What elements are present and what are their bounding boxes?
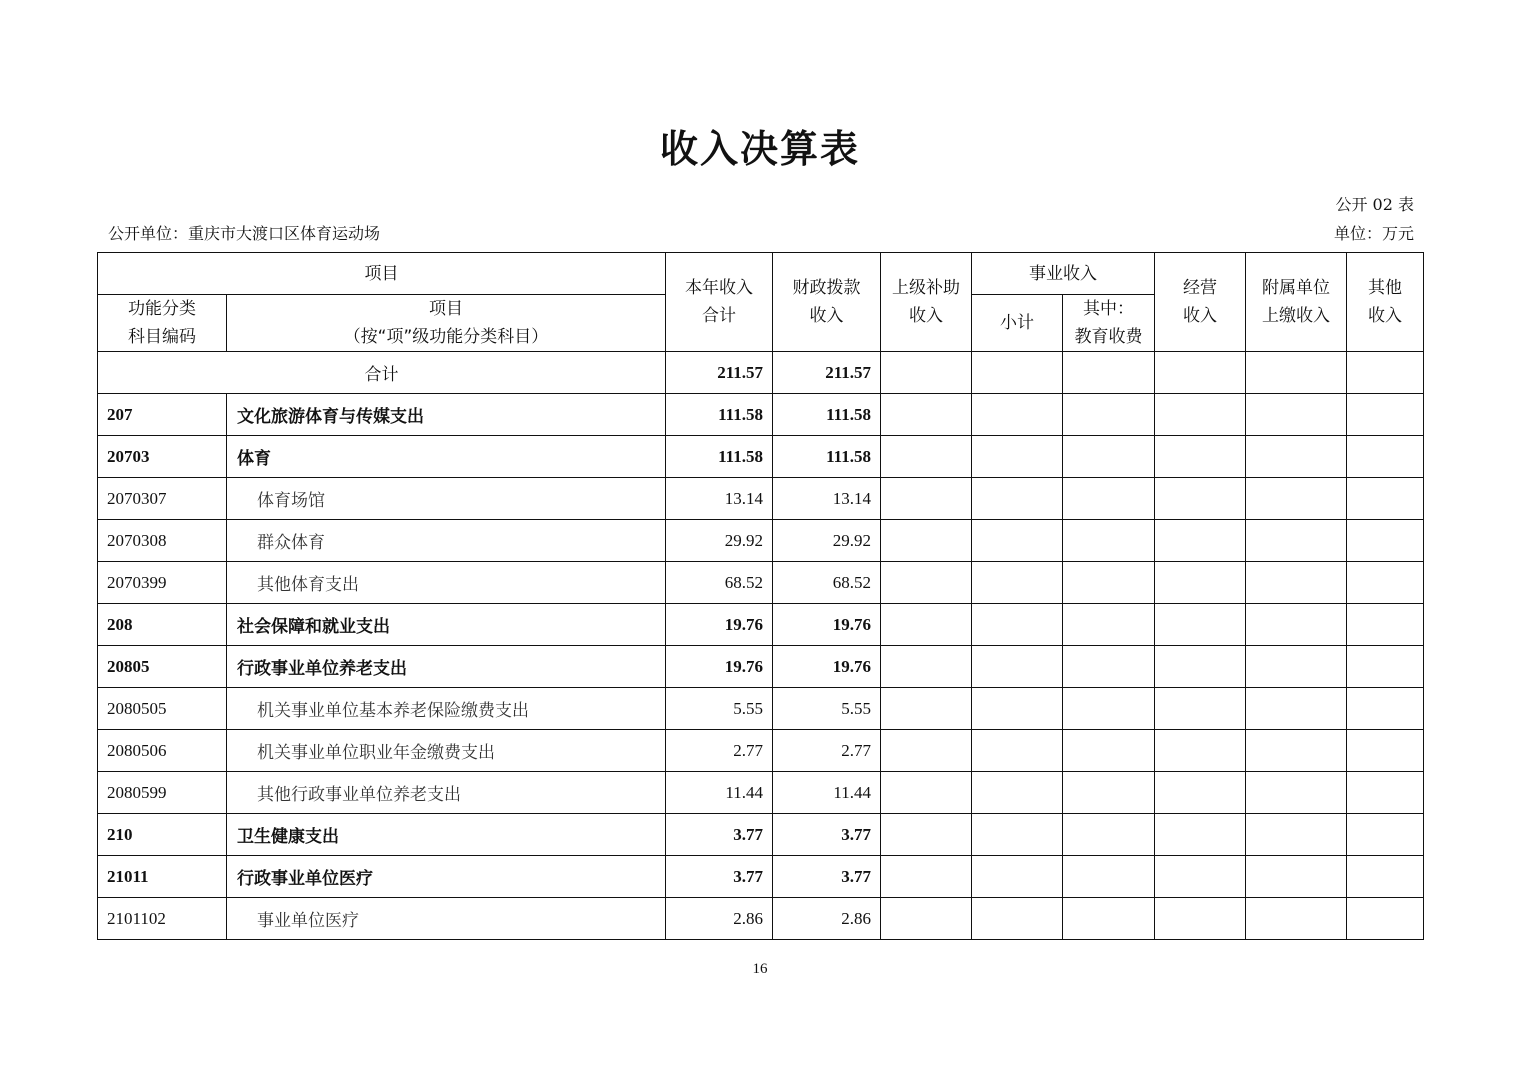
empty-cell <box>881 772 972 814</box>
empty-cell <box>1246 730 1347 772</box>
empty-cell <box>1347 772 1424 814</box>
empty-cell <box>1347 604 1424 646</box>
empty-cell <box>1246 562 1347 604</box>
header-affiliated-line2: 上缴收入 <box>1262 306 1330 326</box>
header-edu <box>1063 295 1155 352</box>
header-other <box>1347 253 1424 352</box>
header-subtotal: 小计 <box>972 295 1063 352</box>
empty-cell <box>1063 898 1155 940</box>
empty-cell <box>972 436 1063 478</box>
table-row <box>98 394 1424 436</box>
empty-cell <box>1246 688 1347 730</box>
row-code: 2080505 <box>98 688 227 730</box>
row-code: 207 <box>98 394 227 436</box>
table-row <box>98 436 1424 478</box>
empty-cell <box>1063 814 1155 856</box>
empty-cell <box>1246 856 1347 898</box>
empty-cell <box>1347 898 1424 940</box>
empty-cell <box>1246 520 1347 562</box>
empty-cell <box>1155 562 1246 604</box>
income-table <box>97 252 1424 940</box>
total-label: 合计 <box>98 352 666 394</box>
empty-cell <box>1063 604 1155 646</box>
header-fiscal-line1: 财政拨款 <box>792 278 861 298</box>
row-fiscal: 2.86 <box>773 898 881 940</box>
empty-cell <box>1246 478 1347 520</box>
row-total: 111.58 <box>666 394 773 436</box>
row-name: 其他体育支出 <box>227 562 666 604</box>
table-row <box>98 772 1424 814</box>
empty-cell <box>881 688 972 730</box>
row-fiscal: 13.14 <box>773 478 881 520</box>
empty-cell <box>972 604 1063 646</box>
empty-cell <box>972 478 1063 520</box>
empty-cell <box>1347 520 1424 562</box>
empty-cell <box>881 898 972 940</box>
row-name: 群众体育 <box>227 520 666 562</box>
empty-cell <box>1155 646 1246 688</box>
empty-cell <box>1063 562 1155 604</box>
empty-cell <box>881 604 972 646</box>
empty-cell <box>1155 352 1246 394</box>
header-fiscal-line2: 收入 <box>809 306 844 326</box>
money-unit: 单位：万元 <box>1333 224 1414 243</box>
header-other-line1: 其他 <box>1368 278 1402 298</box>
empty-cell <box>1347 730 1424 772</box>
row-fiscal: 19.76 <box>773 604 881 646</box>
empty-cell <box>881 394 972 436</box>
header-upper-line1: 上级补助 <box>892 278 960 298</box>
empty-cell <box>881 856 972 898</box>
empty-cell <box>1155 898 1246 940</box>
empty-cell <box>1347 562 1424 604</box>
row-fiscal: 111.58 <box>773 436 881 478</box>
row-name: 机关事业单位职业年金缴费支出 <box>227 730 666 772</box>
empty-cell <box>1246 646 1347 688</box>
row-name: 文化旅游体育与传媒支出 <box>227 394 666 436</box>
empty-cell <box>972 646 1063 688</box>
empty-cell <box>972 562 1063 604</box>
total-fiscal: 211.57 <box>773 352 881 394</box>
empty-cell <box>1246 898 1347 940</box>
empty-cell <box>1063 856 1155 898</box>
page-number: 16 <box>752 961 768 977</box>
empty-cell <box>1246 814 1347 856</box>
empty-cell <box>972 352 1063 394</box>
empty-cell <box>1246 394 1347 436</box>
empty-cell <box>1347 394 1424 436</box>
row-total: 13.14 <box>666 478 773 520</box>
row-fiscal: 3.77 <box>773 856 881 898</box>
data-rows <box>98 394 1424 940</box>
row-name: 体育 <box>227 436 666 478</box>
empty-cell <box>972 856 1063 898</box>
row-name: 行政事业单位医疗 <box>227 856 666 898</box>
header-business-group: 事业收入 <box>972 253 1155 295</box>
row-total: 11.44 <box>666 772 773 814</box>
row-total: 2.86 <box>666 898 773 940</box>
header-total-line1: 本年收入 <box>685 278 753 298</box>
row-name: 其他行政事业单位养老支出 <box>227 772 666 814</box>
table-row <box>98 898 1424 940</box>
empty-cell <box>881 730 972 772</box>
header-affiliated <box>1246 253 1347 352</box>
row-fiscal: 29.92 <box>773 520 881 562</box>
empty-cell <box>881 478 972 520</box>
row-code: 20805 <box>98 646 227 688</box>
empty-cell <box>1347 478 1424 520</box>
empty-cell <box>1347 352 1424 394</box>
row-total: 3.77 <box>666 814 773 856</box>
row-name: 事业单位医疗 <box>227 898 666 940</box>
table-row <box>98 604 1424 646</box>
row-total: 111.58 <box>666 436 773 478</box>
header-code <box>98 295 227 352</box>
empty-cell <box>1063 772 1155 814</box>
table-row <box>98 688 1424 730</box>
empty-cell <box>881 352 972 394</box>
header-item-line1: 项目 <box>429 299 463 319</box>
empty-cell <box>881 520 972 562</box>
empty-cell <box>1063 688 1155 730</box>
header-operating-line1: 经营 <box>1183 278 1217 298</box>
row-code: 2101102 <box>98 898 227 940</box>
row-fiscal: 11.44 <box>773 772 881 814</box>
empty-cell <box>1155 730 1246 772</box>
header-edu-line2: 教育收费 <box>1074 327 1143 347</box>
empty-cell <box>1246 604 1347 646</box>
empty-cell <box>972 772 1063 814</box>
row-code: 2080599 <box>98 772 227 814</box>
header-code-line1: 功能分类 <box>128 299 196 319</box>
row-total: 68.52 <box>666 562 773 604</box>
empty-cell <box>1063 730 1155 772</box>
header-total-line2: 合计 <box>702 306 736 326</box>
empty-cell <box>1347 436 1424 478</box>
row-name: 行政事业单位养老支出 <box>227 646 666 688</box>
empty-cell <box>1347 856 1424 898</box>
table-row <box>98 814 1424 856</box>
empty-cell <box>972 394 1063 436</box>
row-total: 29.92 <box>666 520 773 562</box>
header-affiliated-line1: 附属单位 <box>1262 278 1330 298</box>
row-total: 2.77 <box>666 730 773 772</box>
row-fiscal: 2.77 <box>773 730 881 772</box>
row-code: 2080506 <box>98 730 227 772</box>
empty-cell <box>1155 478 1246 520</box>
table-row <box>98 730 1424 772</box>
empty-cell <box>972 520 1063 562</box>
header-operating-line2: 收入 <box>1183 306 1217 326</box>
empty-cell <box>881 562 972 604</box>
table-number: 公开 02 表 <box>1335 195 1414 214</box>
empty-cell <box>1246 352 1347 394</box>
empty-cell <box>1246 772 1347 814</box>
empty-cell <box>1155 814 1246 856</box>
row-fiscal: 19.76 <box>773 646 881 688</box>
header-fiscal <box>773 253 881 352</box>
empty-cell <box>1063 394 1155 436</box>
empty-cell <box>1063 352 1155 394</box>
header-operating <box>1155 253 1246 352</box>
empty-cell <box>1347 814 1424 856</box>
row-code: 21011 <box>98 856 227 898</box>
empty-cell <box>972 814 1063 856</box>
row-code: 210 <box>98 814 227 856</box>
row-code: 2070307 <box>98 478 227 520</box>
empty-cell <box>1155 394 1246 436</box>
table-row <box>98 478 1424 520</box>
empty-cell <box>881 436 972 478</box>
header-item <box>227 295 666 352</box>
empty-cell <box>972 730 1063 772</box>
row-code: 2070308 <box>98 520 227 562</box>
header-upper-line2: 收入 <box>909 306 943 326</box>
row-total: 19.76 <box>666 646 773 688</box>
row-code: 20703 <box>98 436 227 478</box>
row-total: 5.55 <box>666 688 773 730</box>
header-upper <box>881 253 972 352</box>
empty-cell <box>972 898 1063 940</box>
empty-cell <box>1155 604 1246 646</box>
row-fiscal: 3.77 <box>773 814 881 856</box>
header-item-line2: （按“项”级功能分类科目） <box>343 327 549 347</box>
table-row <box>98 646 1424 688</box>
empty-cell <box>972 688 1063 730</box>
header-code-line2: 科目编码 <box>128 327 196 347</box>
total-amount: 211.57 <box>666 352 773 394</box>
header-row-1 <box>98 253 1424 295</box>
empty-cell <box>1155 688 1246 730</box>
header-total <box>666 253 773 352</box>
row-code: 2070399 <box>98 562 227 604</box>
row-fiscal: 68.52 <box>773 562 881 604</box>
empty-cell <box>881 814 972 856</box>
table-row <box>98 520 1424 562</box>
row-fiscal: 5.55 <box>773 688 881 730</box>
row-name: 机关事业单位基本养老保险缴费支出 <box>227 688 666 730</box>
empty-cell <box>1063 478 1155 520</box>
row-total: 3.77 <box>666 856 773 898</box>
empty-cell <box>1246 436 1347 478</box>
header-edu-line1: 其中： <box>1083 299 1134 319</box>
empty-cell <box>1155 856 1246 898</box>
empty-cell <box>1063 646 1155 688</box>
row-name: 体育场馆 <box>227 478 666 520</box>
header-item-group: 项目 <box>98 253 666 295</box>
empty-cell <box>1155 520 1246 562</box>
table-row <box>98 562 1424 604</box>
row-total: 19.76 <box>666 604 773 646</box>
row-fiscal: 111.58 <box>773 394 881 436</box>
empty-cell <box>1155 436 1246 478</box>
empty-cell <box>1063 436 1155 478</box>
page-title: 收入决算表 <box>659 127 860 171</box>
empty-cell <box>1347 646 1424 688</box>
empty-cell <box>881 646 972 688</box>
empty-cell <box>1155 772 1246 814</box>
reporting-unit: 公开单位：重庆市大渡口区体育运动场 <box>108 224 381 243</box>
table-row <box>98 856 1424 898</box>
row-name: 卫生健康支出 <box>227 814 666 856</box>
empty-cell <box>1063 520 1155 562</box>
total-row <box>98 352 1424 394</box>
empty-cell <box>1347 688 1424 730</box>
row-code: 208 <box>98 604 227 646</box>
row-name: 社会保障和就业支出 <box>227 604 666 646</box>
header-other-line2: 收入 <box>1368 306 1402 326</box>
